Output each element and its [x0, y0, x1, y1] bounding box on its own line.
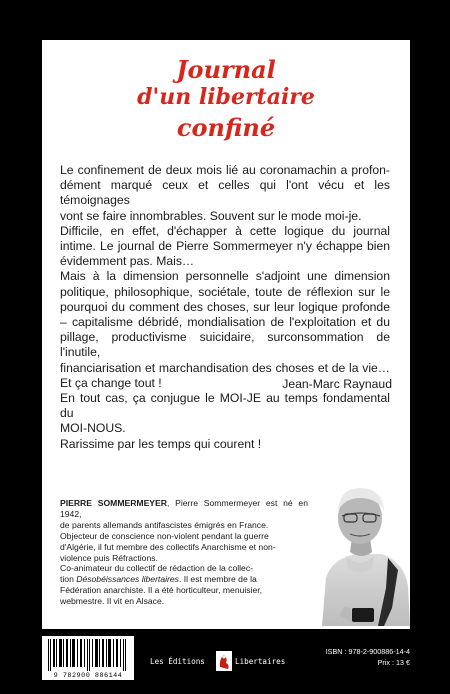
- price: Prix : 13 €: [377, 658, 410, 667]
- bio-text: , Pierre Sommermeyer est né en 1942,: [60, 498, 308, 519]
- author-name: PIERRE SOMMERMEYER: [60, 498, 167, 508]
- blurb-line: – capitalisme débridé, mondialisation de l'exploitation et du: [60, 315, 390, 330]
- barcode: [42, 636, 134, 680]
- publisher-name-left: Les Éditions: [150, 657, 205, 666]
- barcode-number: 9 782900 886144: [53, 672, 123, 680]
- blurb-line: pillage, productivisme suicidaire, surconsommation de l'inutile,: [60, 330, 390, 360]
- blurb-line: Rarissime par les temps qui courent !: [60, 436, 262, 451]
- blurb-line: politique, philosophique, sociétale, toute de réflexion sur le: [60, 284, 390, 299]
- publisher-name-right: Libertaires: [235, 657, 286, 666]
- author-bio: [60, 498, 308, 607]
- blurb-line: MOI-NOUS.: [60, 421, 126, 436]
- title-line-3: confiné: [176, 113, 276, 142]
- bio-text: tion: [60, 574, 77, 585]
- collection-name: Désobéissances libertaires: [76, 574, 179, 585]
- blurb: [60, 163, 390, 452]
- blurb-line: Le confinement de deux mois lié au coronamachin a profon-: [60, 163, 390, 177]
- bio-text: d'Algérie, il fut membre des collectifs Anarchisme et non-: [60, 541, 276, 552]
- bio-text: webmestre. Il vit en Alsace.: [60, 596, 165, 607]
- blurb-line: dément marqué ceux et celles qui l'ont vécu et les témoignages: [60, 178, 390, 208]
- publisher-logo: [150, 651, 310, 671]
- signature: Jean-Marc Raynaud: [282, 377, 392, 391]
- blurb-line: Mais à la dimension personnelle s'adjoint une dimension: [60, 269, 390, 284]
- bio-text: Objecteur de conscience non-violent pendant la guerre: [60, 530, 269, 541]
- bio-text: de parents allemands antifascistes émigrés en France.: [60, 519, 269, 530]
- bio-text: violence puis Réfractions.: [60, 552, 158, 563]
- title-line-1: Journal: [176, 55, 276, 84]
- isbn-price-block: [318, 646, 410, 668]
- bio-text: . Il est membre de la: [178, 574, 257, 585]
- bio-text: Fédération anarchiste. Il a été horticulteur, menuisier,: [60, 585, 263, 596]
- isbn: ISBN : 978-2-900886-14-4: [325, 647, 410, 656]
- back-cover-panel: [42, 40, 410, 629]
- blurb-line: En tout cas, ça conjugue le MOI-JE au temps fondamental du: [60, 391, 390, 421]
- blurb-line: financiarisation et marchandisation des choses et de la vie…: [60, 360, 390, 375]
- bio-text: Co-animateur du collectif de rédaction de la collec-: [60, 563, 253, 574]
- blurb-line: évidemment pas. Mais…: [60, 254, 195, 269]
- blurb-line: Difficile, en effet, d'échapper à cette logique du journal: [60, 223, 390, 238]
- title-line-2: d'un libertaire: [137, 84, 315, 110]
- blurb-line: pourquoi du comment des choses, sur leur logique profonde: [60, 299, 390, 314]
- blurb-line: intime. Le journal de Pierre Sommermeyer n'y échappe bien: [60, 239, 390, 254]
- publisher-emblem-icon: [216, 651, 232, 671]
- author-photo: [312, 458, 410, 626]
- blurb-line: vont se faire innombrables. Souvent sur le mode moi-je.: [60, 208, 362, 223]
- barcode-bars: [42, 636, 134, 672]
- blurb-line: Et ça change tout !: [60, 375, 162, 390]
